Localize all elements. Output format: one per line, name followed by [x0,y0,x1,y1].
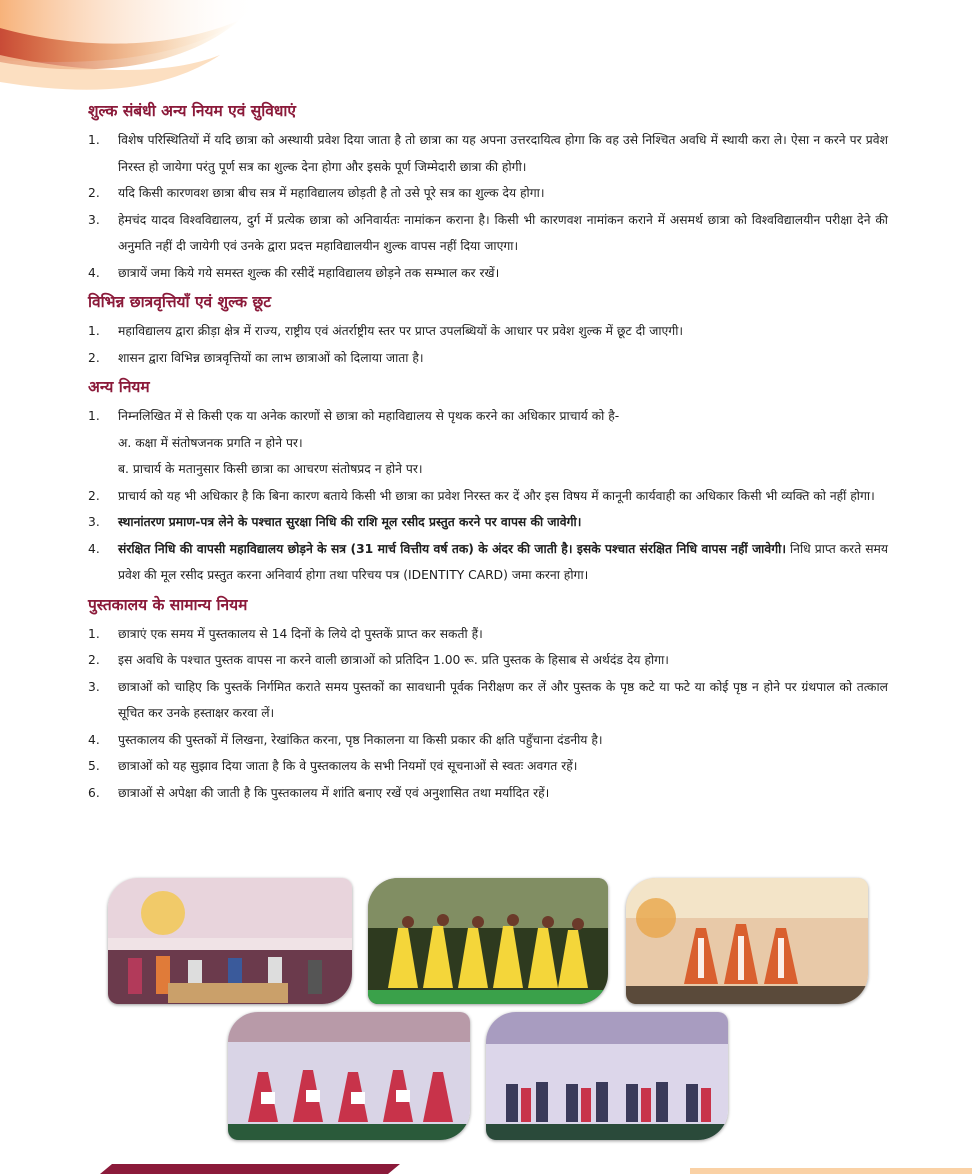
rule-number: 2. [88,488,100,503]
rule-text: निम्नलिखित में से किसी एक या अनेक कारणों से छात्रा को महाविद्यालय से पृथक करने का अधिकार प्राचार्य को है- [118,409,620,423]
rule-number: 5. [88,759,100,773]
event-photo-dance-red [228,1012,470,1140]
rule-subitem: अ. कक्षा में संतोषजनक प्रगति न होने पर। [118,435,303,450]
rule-number: 6. [88,785,100,800]
rule-item [88,536,888,589]
rule-text-bold: संरक्षित निधि की वापसी महाविद्यालय छोड़ने के सत्र (31 मार्च वित्तीय वर्ष तक) के अंदर की जाती है। इसके पश्चात संरक्षित निधि वापस नहीं जावेगी। [118,541,786,556]
rule-item [88,509,888,536]
rule-text: छात्राओं को चाहिए कि पुस्तकें निर्गमित कराते समय पुस्तकों का सावधानी पूर्वक निरीक्षण कर लें और पुस्तक के पृष्ठ कटे या फटे या कोई पृष्ठ न होने पर ग्रंथपाल को तत्काल सूचित कर उनके हस्ताक्षर करवा लें। [118,679,888,720]
rule-number: 1. [88,626,100,641]
rule-number: 2. [88,186,100,200]
rule-list [88,621,888,807]
event-photo-dance-yellow [368,878,608,1004]
rule-text: हेमचंद यादव विश्वविद्यालय, दुर्ग में प्रत्येक छात्रा को अनिवार्यतः नामांकन कराना है। किसी भी कारणवश नामांकन कराने में असमर्थ छात्रा को विश्वविद्यालयीन परीक्षा देने की अनुमति नहीं दी जायेगी एवं उनके द्वारा प्रदत्त महाविद्यालयीन शुल्क वापस नहीं दिया जाएगा। [118,212,888,253]
rule-number: 1. [88,324,100,338]
section-title: विभिन्न छात्रवृत्तियाँ एवं शुल्क छूट [88,293,272,311]
rule-number: 3. [88,212,100,227]
section-title: शुल्क संबंधी अन्य नियम एवं सुविधाएं [88,102,296,120]
rule-number: 3. [88,515,100,529]
rule-list [88,127,888,286]
rule-number: 4. [88,732,100,747]
rule-item [88,727,888,754]
rule-number: 4. [88,265,100,280]
section-title: पुस्तकालय के सामान्य नियम [88,595,248,614]
footer-banner-decoration [0,1160,972,1174]
rule-item [88,345,888,372]
rule-item [88,674,888,727]
rule-text: छात्राएं एक समय में पुस्तकालय से 14 दिनों के लिये दो पुस्तकें प्राप्त कर सकती हैं। [118,626,483,641]
rule-number: 1. [88,133,100,147]
rule-item [88,127,888,180]
rule-list [88,318,888,371]
rule-text: महाविद्यालय द्वारा क्रीड़ा क्षेत्र में राज्य, राष्ट्रीय एवं अंतर्राष्ट्रीय स्तर पर प्राप्त उपलब्धियों के आधार पर प्रवेश शुल्क में छूट दी जाएगी। [118,324,684,338]
rule-number: 2. [88,653,100,667]
section-title: अन्य नियम [88,378,150,396]
rule-number: 2. [88,350,100,365]
rule-text: शासन द्वारा विभिन्न छात्रवृत्तियों का लाभ छात्राओं को दिलाया जाता है। [118,350,424,365]
rule-list [88,403,888,589]
rule-item [88,483,888,510]
rule-item [88,647,888,674]
rule-text: निधि प्राप्त करते समय प्रवेश की मूल रसीद प्रस्तुत करना अनिवार्य होगा तथा परिचय पत्र (IDENTITY CARD) जमा करना होगा। [118,541,889,582]
event-photo-dance-stage [626,878,868,1004]
rule-text: छात्राओं से अपेक्षा की जाती है कि पुस्तकालय में शांति बनाए रखें एवं अनुशासित तथा मर्यादित रहें। [118,785,550,800]
rule-number: 3. [88,679,100,694]
event-photo-stage-guests [108,878,352,1004]
rule-text: पुस्तकालय की पुस्तकों में लिखना, रेखांकित करना, पृष्ठ निकालना या किसी प्रकार की क्षति पहुँचाना दंडनीय है। [118,732,603,747]
rule-subitem: ब. प्राचार्य के मतानुसार किसी छात्रा का आचरण संतोषप्रद न होने पर। [118,462,423,476]
rule-item [88,207,888,260]
rule-number: 4. [88,541,100,556]
rule-text: प्राचार्य को यह भी अधिकार है कि बिना कारण बताये किसी भी छात्रा का प्रवेश निरस्त कर दें और इस विषय में कानूनी कार्यवाही का अधिकार किसी भी व्यक्ति को नहीं होगा। [118,488,875,503]
rule-text: छात्राओं को यह सुझाव दिया जाता है कि वे पुस्तकालय के सभी नियमों एवं सूचनाओं से स्वतः अवगत रहें। [118,759,578,773]
rule-item [88,753,888,780]
rule-item [88,260,888,287]
corner-swoosh-decoration [0,0,300,110]
rule-item [88,180,888,207]
rule-text: विशेष परिस्थितियों में यदि छात्रा को अस्थायी प्रवेश दिया जाता है तो छात्रा का यह अपना उत्तरदायित्व होगा कि वह उसे निश्चित अवधि में स्थायी करा ले। ऐसा न करने पर प्रवेश निरस्त हो जायेगा परंतु पूर्ण सत्र का शुल्क देना होगा और इसके पूर्ण जिम्मेदारी छात्रा की होगी। [118,133,888,174]
rule-number: 1. [88,409,100,423]
rule-item [88,621,888,648]
rule-text-bold: स्थानांतरण प्रमाण-पत्र लेने के पश्चात सुरक्षा निधि की राशि मूल रसीद प्रस्तुत करने पर वापस की जावेगी। [118,515,582,529]
rule-item [88,318,888,345]
rule-text: इस अवधि के पश्चात पुस्तक वापस ना करने वाली छात्राओं को प्रतिदिन 1.00 रू. प्रति पुस्तक के हिसाब से अर्थदंड देय होगा। [118,653,669,667]
rule-text: यदि किसी कारणवश छात्रा बीच सत्र में महाविद्यालय छोड़ती है तो उसे पूरे सत्र का शुल्क देय होगा। [118,186,545,200]
rule-item [88,403,888,483]
event-photo-group-performance [486,1012,728,1140]
rules-content [88,100,888,811]
rule-item [88,780,888,807]
rule-text: छात्रायें जमा किये गये समस्त शुल्क की रसीदें महाविद्यालय छोड़ने तक सम्भाल कर रखें। [118,265,500,280]
